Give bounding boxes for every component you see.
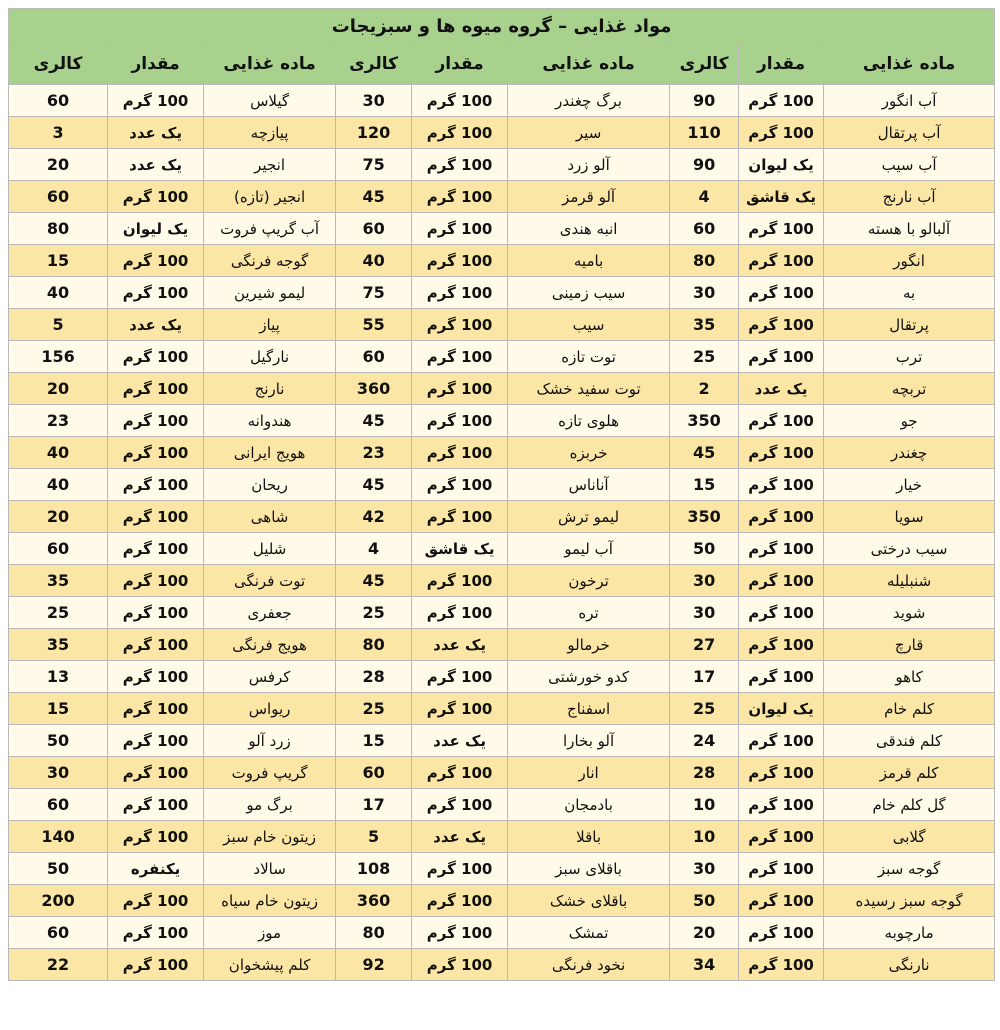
food-name-cell: آب گریپ فروت [204, 213, 336, 245]
food-name-cell: کرفس [204, 661, 336, 693]
table-row [9, 181, 995, 213]
food-name-cell: کدو خورشتی [508, 661, 670, 693]
calorie-cell: 60 [9, 85, 108, 117]
food-name-cell: ترخون [508, 565, 670, 597]
calorie-cell: 360 [336, 885, 412, 917]
amount-cell: 100 گرم [739, 949, 824, 981]
table-row [9, 245, 995, 277]
table-row [9, 437, 995, 469]
calorie-cell: 200 [9, 885, 108, 917]
food-name-cell: آب نارنج [824, 181, 995, 213]
table-row [9, 85, 995, 117]
amount-cell: 100 گرم [108, 245, 204, 277]
calorie-cell: 27 [670, 629, 739, 661]
calorie-cell: 350 [670, 405, 739, 437]
table-row [9, 373, 995, 405]
table-row [9, 117, 995, 149]
food-name-cell: انار [508, 757, 670, 789]
amount-cell: 100 گرم [412, 181, 508, 213]
amount-cell: 100 گرم [412, 149, 508, 181]
calorie-cell: 108 [336, 853, 412, 885]
food-name-cell: سالاد [204, 853, 336, 885]
food-name-cell: انجیر [204, 149, 336, 181]
column-header: ماده غذایی [824, 44, 995, 85]
food-name-cell: پیازچه [204, 117, 336, 149]
amount-cell: 100 گرم [108, 725, 204, 757]
food-name-cell: جو [824, 405, 995, 437]
amount-cell: 100 گرم [739, 725, 824, 757]
amount-cell: 100 گرم [739, 309, 824, 341]
amount-cell: 100 گرم [412, 213, 508, 245]
food-name-cell: باقلای خشک [508, 885, 670, 917]
calorie-cell: 13 [9, 661, 108, 693]
amount-cell: 100 گرم [412, 917, 508, 949]
amount-cell: 100 گرم [739, 469, 824, 501]
food-name-cell: نارگیل [204, 341, 336, 373]
food-name-cell: هلوی تازه [508, 405, 670, 437]
amount-cell: 100 گرم [739, 565, 824, 597]
table-row [9, 789, 995, 821]
column-header: کالری [670, 44, 739, 85]
amount-cell: 100 گرم [412, 469, 508, 501]
calorie-cell: 60 [336, 341, 412, 373]
food-name-cell: باقلا [508, 821, 670, 853]
table-row [9, 149, 995, 181]
table-row [9, 597, 995, 629]
food-name-cell: انبه هندی [508, 213, 670, 245]
food-name-cell: هویج فرنگی [204, 629, 336, 661]
amount-cell: 100 گرم [412, 373, 508, 405]
calorie-cell: 50 [670, 533, 739, 565]
food-name-cell: گوجه سبز رسیده [824, 885, 995, 917]
amount-cell: 100 گرم [412, 885, 508, 917]
food-name-cell: شنبلیله [824, 565, 995, 597]
calorie-cell: 15 [9, 245, 108, 277]
food-name-cell: سیب درختی [824, 533, 995, 565]
food-name-cell: سیب [508, 309, 670, 341]
food-name-cell: تربچه [824, 373, 995, 405]
amount-cell: 100 گرم [739, 501, 824, 533]
header-row [9, 44, 995, 85]
food-name-cell: نارنگی [824, 949, 995, 981]
calorie-cell: 50 [9, 725, 108, 757]
amount-cell: 100 گرم [739, 853, 824, 885]
amount-cell: 100 گرم [739, 629, 824, 661]
amount-cell: 100 گرم [412, 277, 508, 309]
food-name-cell: موز [204, 917, 336, 949]
food-name-cell: گلابی [824, 821, 995, 853]
amount-cell: 100 گرم [108, 501, 204, 533]
calorie-cell: 110 [670, 117, 739, 149]
food-name-cell: گل کلم خام [824, 789, 995, 821]
calorie-cell: 80 [9, 213, 108, 245]
table-row [9, 501, 995, 533]
calorie-cell: 17 [336, 789, 412, 821]
food-name-cell: زیتون خام سبز [204, 821, 336, 853]
amount-cell: 100 گرم [412, 597, 508, 629]
amount-cell: 100 گرم [108, 917, 204, 949]
calorie-cell: 28 [670, 757, 739, 789]
food-name-cell: گریپ فروت [204, 757, 336, 789]
amount-cell: 100 گرم [412, 341, 508, 373]
amount-cell: 100 گرم [108, 373, 204, 405]
food-name-cell: کلم خام [824, 693, 995, 725]
food-name-cell: آب پرتقال [824, 117, 995, 149]
table-row [9, 949, 995, 981]
calorie-cell: 92 [336, 949, 412, 981]
food-name-cell: بامیه [508, 245, 670, 277]
calorie-cell: 350 [670, 501, 739, 533]
amount-cell: 100 گرم [412, 309, 508, 341]
food-name-cell: توت فرنگی [204, 565, 336, 597]
amount-cell: یک عدد [108, 117, 204, 149]
amount-cell: 100 گرم [739, 821, 824, 853]
calorie-cell: 17 [670, 661, 739, 693]
calorie-cell: 30 [670, 277, 739, 309]
table-row [9, 405, 995, 437]
table-row [9, 277, 995, 309]
column-header: ماده غذایی [508, 44, 670, 85]
amount-cell: 100 گرم [108, 629, 204, 661]
calorie-cell: 4 [670, 181, 739, 213]
food-name-cell: خرمالو [508, 629, 670, 661]
food-name-cell: کلم فندقی [824, 725, 995, 757]
table-row [9, 629, 995, 661]
amount-cell: 100 گرم [108, 565, 204, 597]
amount-cell: 100 گرم [412, 117, 508, 149]
food-name-cell: اسفناج [508, 693, 670, 725]
amount-cell: 100 گرم [108, 405, 204, 437]
table-row [9, 565, 995, 597]
food-name-cell: خربزه [508, 437, 670, 469]
food-name-cell: کلم پیشخوان [204, 949, 336, 981]
calorie-cell: 35 [9, 629, 108, 661]
calorie-cell: 120 [336, 117, 412, 149]
amount-cell: 100 گرم [739, 789, 824, 821]
calorie-cell: 75 [336, 149, 412, 181]
calorie-cell: 60 [670, 213, 739, 245]
food-name-cell: آناناس [508, 469, 670, 501]
amount-cell: 100 گرم [108, 437, 204, 469]
amount-cell: یک قاشق [739, 181, 824, 213]
food-name-cell: بادمجان [508, 789, 670, 821]
table-row [9, 469, 995, 501]
amount-cell: 100 گرم [108, 693, 204, 725]
amount-cell: یک عدد [108, 309, 204, 341]
table-row [9, 533, 995, 565]
calorie-cell: 40 [9, 277, 108, 309]
table-body [9, 85, 995, 981]
calorie-cell: 30 [670, 597, 739, 629]
calorie-cell: 5 [9, 309, 108, 341]
food-name-cell: آلو زرد [508, 149, 670, 181]
table-row [9, 213, 995, 245]
calorie-cell: 25 [670, 341, 739, 373]
amount-cell: 100 گرم [739, 533, 824, 565]
food-name-cell: سیب زمینی [508, 277, 670, 309]
food-name-cell: آب لیمو [508, 533, 670, 565]
calorie-cell: 20 [670, 917, 739, 949]
calorie-cell: 22 [9, 949, 108, 981]
food-name-cell: پرتقال [824, 309, 995, 341]
food-name-cell: مارچوبه [824, 917, 995, 949]
food-name-cell: گوجه فرنگی [204, 245, 336, 277]
food-name-cell: زیتون خام سیاه [204, 885, 336, 917]
amount-cell: 100 گرم [108, 341, 204, 373]
amount-cell: 100 گرم [108, 757, 204, 789]
food-name-cell: تره [508, 597, 670, 629]
calorie-cell: 34 [670, 949, 739, 981]
calorie-cell: 45 [336, 405, 412, 437]
calorie-cell: 35 [670, 309, 739, 341]
food-name-cell: چغندر [824, 437, 995, 469]
amount-cell: 100 گرم [108, 469, 204, 501]
calorie-cell: 42 [336, 501, 412, 533]
amount-cell: 100 گرم [739, 437, 824, 469]
food-name-cell: ریواس [204, 693, 336, 725]
food-name-cell: آلبالو با هسته [824, 213, 995, 245]
calorie-cell: 35 [9, 565, 108, 597]
calorie-cell: 40 [336, 245, 412, 277]
food-name-cell: شلیل [204, 533, 336, 565]
calorie-cell: 60 [9, 789, 108, 821]
calorie-cell: 4 [336, 533, 412, 565]
calorie-cell: 156 [9, 341, 108, 373]
table-row [9, 309, 995, 341]
calorie-cell: 60 [9, 917, 108, 949]
column-header: کالری [9, 44, 108, 85]
calorie-cell: 55 [336, 309, 412, 341]
table-row [9, 725, 995, 757]
calorie-cell: 20 [9, 149, 108, 181]
calorie-cell: 15 [670, 469, 739, 501]
amount-cell: یک لیوان [108, 213, 204, 245]
food-calorie-table-container [8, 8, 994, 981]
calorie-cell: 75 [336, 277, 412, 309]
amount-cell: 100 گرم [412, 405, 508, 437]
food-name-cell: ترب [824, 341, 995, 373]
calorie-cell: 20 [9, 501, 108, 533]
table-row [9, 885, 995, 917]
amount-cell: یک قاشق [412, 533, 508, 565]
amount-cell: 100 گرم [739, 661, 824, 693]
table-row [9, 821, 995, 853]
food-name-cell: سویا [824, 501, 995, 533]
food-name-cell: توت سفید خشک [508, 373, 670, 405]
amount-cell: 100 گرم [739, 277, 824, 309]
amount-cell: 100 گرم [739, 117, 824, 149]
column-header: مقدار [739, 44, 824, 85]
calorie-cell: 80 [670, 245, 739, 277]
food-name-cell: آلو بخارا [508, 725, 670, 757]
food-name-cell: آب انگور [824, 85, 995, 117]
table-row [9, 757, 995, 789]
calorie-cell: 60 [9, 533, 108, 565]
table-row [9, 341, 995, 373]
calorie-cell: 30 [336, 85, 412, 117]
calorie-cell: 30 [9, 757, 108, 789]
calorie-cell: 25 [670, 693, 739, 725]
calorie-cell: 30 [670, 853, 739, 885]
food-name-cell: گیلاس [204, 85, 336, 117]
food-name-cell: تمشک [508, 917, 670, 949]
calorie-cell: 50 [670, 885, 739, 917]
calorie-cell: 25 [336, 597, 412, 629]
amount-cell: 100 گرم [412, 245, 508, 277]
food-name-cell: خیار [824, 469, 995, 501]
calorie-cell: 80 [336, 917, 412, 949]
calorie-cell: 45 [336, 565, 412, 597]
food-name-cell: سیر [508, 117, 670, 149]
amount-cell: یک عدد [412, 725, 508, 757]
amount-cell: 100 گرم [412, 661, 508, 693]
amount-cell: 100 گرم [108, 885, 204, 917]
calorie-cell: 90 [670, 149, 739, 181]
amount-cell: یک لیوان [739, 149, 824, 181]
amount-cell: 100 گرم [108, 821, 204, 853]
amount-cell: 100 گرم [108, 85, 204, 117]
amount-cell: 100 گرم [739, 213, 824, 245]
calorie-cell: 10 [670, 821, 739, 853]
food-name-cell: انگور [824, 245, 995, 277]
amount-cell: 100 گرم [412, 757, 508, 789]
calorie-cell: 360 [336, 373, 412, 405]
amount-cell: یک عدد [412, 821, 508, 853]
column-header: ماده غذایی [204, 44, 336, 85]
calorie-cell: 23 [9, 405, 108, 437]
food-name-cell: کلم قرمز [824, 757, 995, 789]
calorie-cell: 25 [336, 693, 412, 725]
amount-cell: 100 گرم [108, 789, 204, 821]
calorie-cell: 40 [9, 437, 108, 469]
calorie-cell: 2 [670, 373, 739, 405]
amount-cell: یک عدد [739, 373, 824, 405]
food-name-cell: هویج ایرانی [204, 437, 336, 469]
calorie-cell: 60 [9, 181, 108, 213]
food-name-cell: ریحان [204, 469, 336, 501]
calorie-cell: 60 [336, 757, 412, 789]
calorie-cell: 25 [9, 597, 108, 629]
amount-cell: 100 گرم [412, 437, 508, 469]
amount-cell: 100 گرم [739, 885, 824, 917]
column-header: مقدار [412, 44, 508, 85]
food-name-cell: برگ مو [204, 789, 336, 821]
amount-cell: 100 گرم [739, 85, 824, 117]
calorie-cell: 15 [336, 725, 412, 757]
food-name-cell: زرد آلو [204, 725, 336, 757]
food-name-cell: آلو قرمز [508, 181, 670, 213]
amount-cell: یک عدد [412, 629, 508, 661]
calorie-cell: 45 [670, 437, 739, 469]
table-row [9, 693, 995, 725]
amount-cell: یک عدد [108, 149, 204, 181]
amount-cell: 100 گرم [739, 341, 824, 373]
amount-cell: 100 گرم [412, 501, 508, 533]
food-name-cell: به [824, 277, 995, 309]
calorie-cell: 60 [336, 213, 412, 245]
calorie-cell: 50 [9, 853, 108, 885]
calorie-cell: 15 [9, 693, 108, 725]
calorie-cell: 90 [670, 85, 739, 117]
food-name-cell: برگ چغندر [508, 85, 670, 117]
calorie-cell: 140 [9, 821, 108, 853]
table-row [9, 853, 995, 885]
amount-cell: 100 گرم [739, 757, 824, 789]
food-name-cell: نارنج [204, 373, 336, 405]
column-header: مقدار [108, 44, 204, 85]
amount-cell: یک لیوان [739, 693, 824, 725]
calorie-cell: 28 [336, 661, 412, 693]
amount-cell: 100 گرم [412, 693, 508, 725]
food-name-cell: آب سیب [824, 149, 995, 181]
calorie-cell: 20 [9, 373, 108, 405]
food-name-cell: هندوانه [204, 405, 336, 437]
calorie-cell: 45 [336, 469, 412, 501]
amount-cell: 100 گرم [412, 949, 508, 981]
calorie-cell: 23 [336, 437, 412, 469]
amount-cell: 100 گرم [739, 405, 824, 437]
calorie-cell: 40 [9, 469, 108, 501]
amount-cell: 100 گرم [108, 661, 204, 693]
amount-cell: 100 گرم [412, 789, 508, 821]
food-name-cell: کاهو [824, 661, 995, 693]
amount-cell: 100 گرم [412, 85, 508, 117]
food-name-cell: شاهی [204, 501, 336, 533]
calorie-cell: 3 [9, 117, 108, 149]
amount-cell: 100 گرم [412, 565, 508, 597]
table-row [9, 917, 995, 949]
amount-cell: 100 گرم [108, 181, 204, 213]
calorie-cell: 10 [670, 789, 739, 821]
food-name-cell: قارچ [824, 629, 995, 661]
food-name-cell: جعفری [204, 597, 336, 629]
calorie-cell: 80 [336, 629, 412, 661]
amount-cell: 100 گرم [412, 853, 508, 885]
amount-cell: 100 گرم [108, 597, 204, 629]
food-name-cell: شوید [824, 597, 995, 629]
amount-cell: 100 گرم [739, 597, 824, 629]
table-title: مواد غذایی – گروه میوه ها و سبزیجات [9, 9, 995, 44]
amount-cell: 100 گرم [108, 533, 204, 565]
food-name-cell: نخود فرنگی [508, 949, 670, 981]
food-name-cell: انجیر (تازه) [204, 181, 336, 213]
calorie-cell: 30 [670, 565, 739, 597]
amount-cell: 100 گرم [108, 277, 204, 309]
calorie-cell: 45 [336, 181, 412, 213]
food-name-cell: توت تازه [508, 341, 670, 373]
amount-cell: 100 گرم [739, 917, 824, 949]
food-name-cell: گوجه سبز [824, 853, 995, 885]
amount-cell: 100 گرم [108, 949, 204, 981]
food-name-cell: لیمو ترش [508, 501, 670, 533]
food-name-cell: پیاز [204, 309, 336, 341]
food-name-cell: باقلای سبز [508, 853, 670, 885]
table-row [9, 661, 995, 693]
column-header: کالری [336, 44, 412, 85]
amount-cell: یکنفره [108, 853, 204, 885]
amount-cell: 100 گرم [739, 245, 824, 277]
calorie-cell: 24 [670, 725, 739, 757]
calorie-cell: 5 [336, 821, 412, 853]
food-name-cell: لیمو شیرین [204, 277, 336, 309]
food-calorie-table [8, 8, 995, 981]
